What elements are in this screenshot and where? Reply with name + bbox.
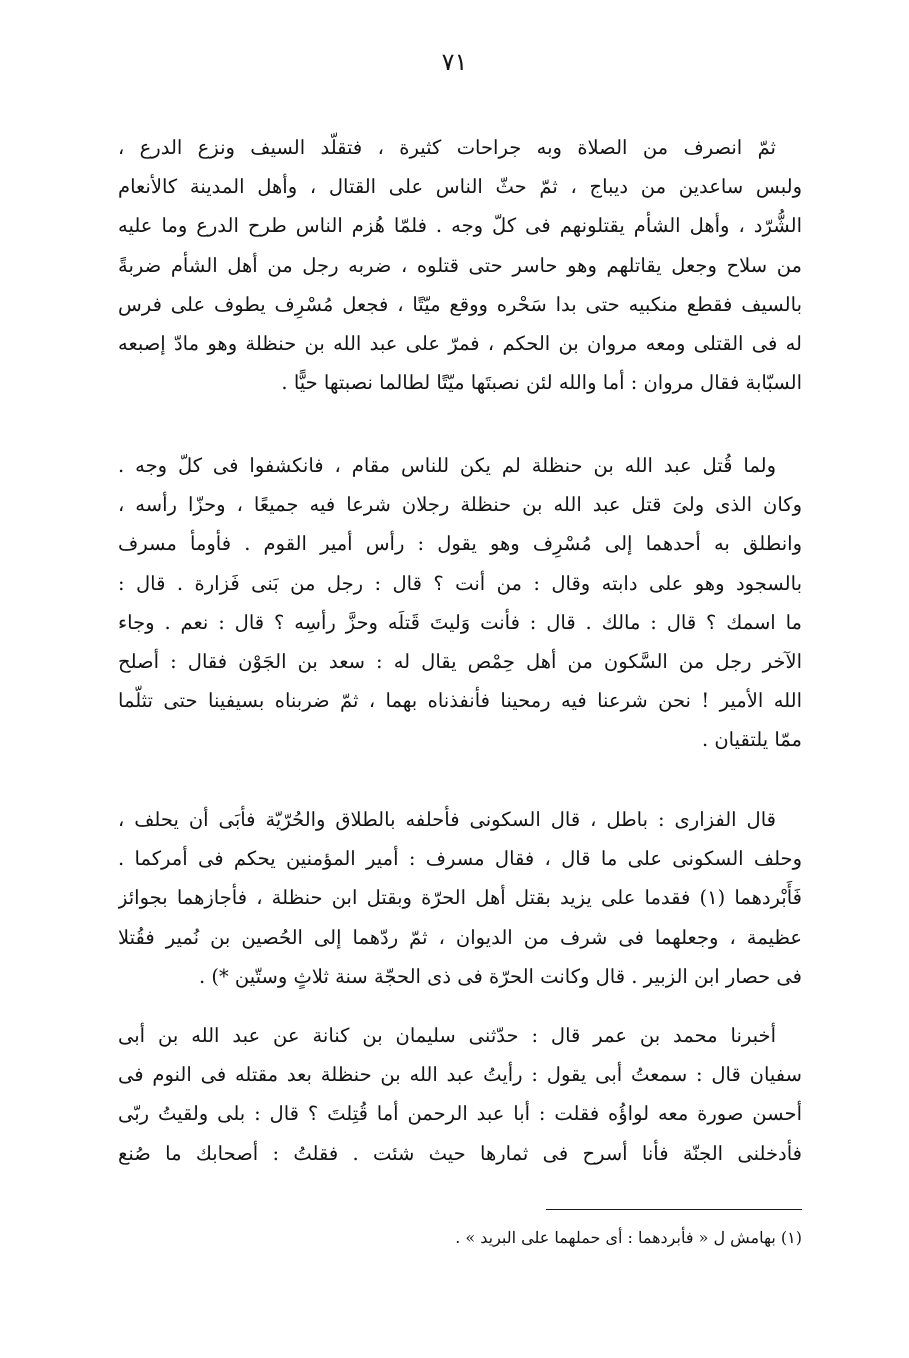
text-line: أخبرنا محمد بن عمر قال : حدّثنى سليمان بن كنانة عن عبد الله بن أبى — [118, 1024, 776, 1047]
text-line: فأدخلنى الجنّة فأنا أسرح فى ثمارها حيث شئت . فقلتُ : أصحابك ما صُنع — [118, 1141, 802, 1165]
text-line: الآخر رجل من السَّكون من أهل حِمْص يقال له : سعد بن الجَوْن فقال : أصلح — [118, 649, 802, 673]
text-line: وكان الذى ولىَ قتل عبد الله بن حنظلة رجلان شرعا فيه جميعًا ، وحزّا رأسه ، — [118, 493, 802, 517]
page-number: ٧١ — [441, 48, 468, 76]
text-line: أحسن صورة معه لواؤُه فقلت : أبا عبد الرحمن أما قُتِلتَ ؟ قال : بلى ولقيتُ ربّى — [118, 1102, 802, 1126]
text-line: بالسيف فقطع منكبيه حتى بدا سَحْره ووقع ميّتًا ، فجعل مُسْرِف يطوف على فرس — [118, 292, 802, 316]
text-line: ثمّ انصرف من الصلاة وبه جراحات كثيرة ، فتقلّد السيف ونزع الدرع ، — [118, 136, 776, 159]
text-line: وحلف السكونى على ما قال ، فقال مسرف : أمير المؤمنين يحكم فى أمركما . — [118, 847, 802, 871]
text-line: وانطلق به أحدهما إلى مُسْرِف وهو يقول : رأس أمير القوم . فأومأ مسرف — [118, 532, 802, 556]
paragraph-2 — [118, 446, 802, 760]
text-line: ولبس ساعدين من ديباج ، ثمّ حثّ الناس على القتال ، وأهل المدينة كالأنعام — [118, 175, 802, 199]
paragraph-4 — [118, 1016, 802, 1173]
text-line: فى حصار ابن الزبير . قال وكانت الحرّة فى ذى الحجّة سنة ثلاثٍ وستّين *) . — [198, 964, 802, 988]
text-line: عظيمة ، وجعلهما فى شرف من الديوان ، ثمّ ردّهما إلى الحُصين بن نُمير فقُتلا — [118, 925, 802, 949]
text-line: ما اسمك ؟ قال : مالك . قال : فأنت وَليتَ قَتلَه وحزَّ رأسِه ؟ قال : نعم . وجاء — [118, 610, 802, 634]
paragraph-3 — [118, 800, 802, 996]
text-line: سفيان قال : سمعتُ أبى يقول : رأيتُ عبد الله بن حنظلة بعد مقتله فى النوم فى — [118, 1063, 802, 1087]
text-line: من سلاح وجعل يقاتلهم وهو حاسر حتى قتلوه ، ضربه رجل من أهل الشأم ضربةً — [118, 253, 802, 277]
paragraph-1 — [118, 128, 802, 402]
text-line: ولما قُتل عبد الله بن حنظلة لم يكن للناس مقام ، فانكشفوا فى كلّ وجه . — [118, 454, 776, 477]
text-line: بالسجود وهو على دابته وقال : من أنت ؟ قال : رجل من بَنى فَزارة . قال : — [118, 571, 802, 595]
text-line: فَأَبْردهما (١) فقدما على يزيد بقتل أهل الحرّة وبقتل ابن حنظلة ، فأجازهما بجوائز — [118, 886, 802, 910]
footnote: (١) بهامش ل « فأبردهما : أى حملهما على البريد » . — [455, 1228, 802, 1247]
text-line: قال الفزارى : باطل ، قال السكونى فأحلفه بالطلاق والحُرّيّة فأبَى أن يحلف ، — [118, 808, 776, 831]
text-line: السبّابة فقال مروان : أما والله لئن نصبتَها ميّتًا لطالما نصبتها حيًّا . — [281, 371, 802, 395]
text-line: الشُّرّد ، وأهل الشأم يقتلونهم فى كلّ وجه . فلمّا هُزم الناس طرح الدرع وما عليه — [118, 214, 802, 238]
text-line: الله الأمير ! نحن شرعنا فيه رمحينا فأنفذناه بهما ، ثمّ ضربناه بسيفينا حتى تثلّما — [118, 689, 802, 713]
text-line: ممّا يلتقيان . — [701, 728, 802, 752]
text-line: له فى القتلى ومعه مروان بن الحكم ، فمرّ على عبد الله بن حنظلة وهو مادّ إصبعه — [118, 331, 802, 355]
footnote-divider — [546, 1209, 802, 1210]
